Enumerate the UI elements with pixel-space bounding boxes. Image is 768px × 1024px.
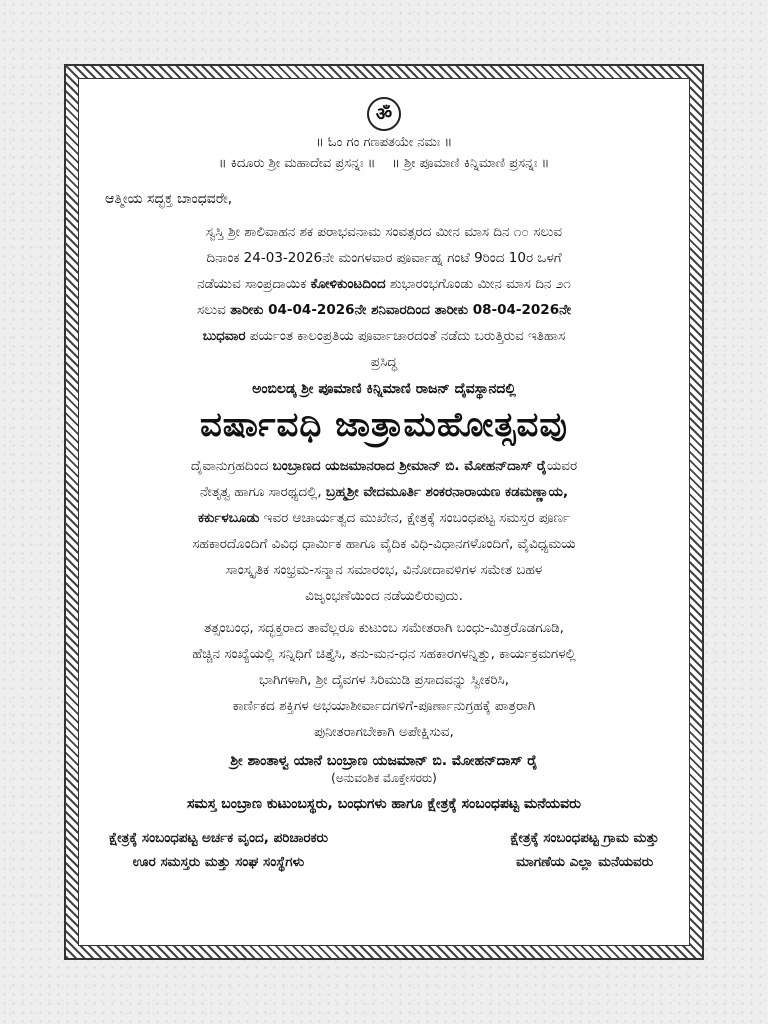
intro-line-1: ಸ್ವಸ್ತಿ ಶ್ರೀ ಶಾಲಿವಾಹನ ಶಕ ಪರಾಭವನಾಮ ಸಂವತ್ಸರದ ಮೀನ ಮಾಸ ದಿನ ೧೦ ಸಲುವ <box>205 224 563 240</box>
end-day: ಬುಧವಾರ <box>202 328 246 344</box>
closing-right-line-2: ಮಾಗಣೆಯ ಎಲ್ಲಾ ಮನೆಯವರು <box>516 854 654 870</box>
temple-name: ಅಂಬಿಲಡ್ಕ ಶ್ರೀ ಪೂಮಾಣಿ ಕಿನ್ನಿಮಾಣಿ ರಾಜನ್ ದೈವಸ್ಥಾನದಲ್ಲಿ <box>252 381 516 397</box>
salutation: ಆತ್ಮೀಯ ಸದ್ಭಕ್ತ ಬಾಂಧವರೇ, <box>105 191 233 207</box>
presenter-name: ಶ್ರೀ ಶಾಂತಾಳ್ವ ಯಾನೆ ಬಂಬ್ರಾಣ ಯಜಮಾನ್ ಬಿ. ಮೋಹನ್‌ದಾಸ್ ರೈ <box>230 753 538 769</box>
closing-columns <box>101 826 667 874</box>
intro-line-3a: ನಡೆಯುವ ಸಾಂಪ್ರದಾಯಿಕ <box>197 276 311 292</box>
om-symbol-icon: ॐ <box>367 97 401 131</box>
closing-left-line-1: ಕ್ಷೇತ್ರಕ್ಕೆ ಸಂಬಂಧಪಟ್ಟ ಅರ್ಚಕ ವೃಂದ, ಪರಿಚಾರಕರು <box>109 830 328 846</box>
yajamana-name: ಬಂಬ್ರಾಣದ ಯಜಮಾನರಾದ ಶ್ರೀಮಾನ್ ಬಿ. ಮೋಹನ್‌ದಾಸ್ ರೈ <box>272 458 547 474</box>
invocation-mahadeva: ॥ ಕಿದೂರು ಶ್ರೀ ಮಹಾದೇವ ಪ್ರಸನ್ನಃ ॥ <box>218 156 376 171</box>
intro-line-4a: ಸಲುವ <box>196 302 231 318</box>
invocation-ganapathi: ॥ ಓಂ ಗಂ ಗಣಪತಯೇ ನಮಃ ॥ <box>315 135 453 150</box>
festival-dates: ತಾರೀಕು 04-04-2026ನೇ ಶನಿವಾರದಿಂದ ತಾರೀಕು 08-04-2026ನೇ <box>230 302 572 318</box>
body-line-4: ಸಹಕಾರದೊಂದಿಗೆ ವಿವಿಧ ಧಾರ್ಮಿಕ ಹಾಗೂ ವೈದಿಕ ವಿಧಿ-ವಿಧಾನಗಳೊಂದಿಗೆ, ವೈವಿಧ್ಯಮಯ <box>192 536 576 552</box>
appeal-line-1: ತತ್ಸಂಬಂಧ, ಸದ್ಭಕ್ತರಾದ ತಾವೆಲ್ಲರೂ ಕುಟುಂಬ ಸಮೇತರಾಗಿ ಬಂಧು-ಮಿತ್ರರೊಡಗೂಡಿ, <box>204 620 564 636</box>
festival-title: ವರ್ಷಾವಧಿ ಜಾತ್ರಾಮಹೋತ್ಸವವು <box>199 405 569 445</box>
appeal-paragraph <box>101 615 667 745</box>
body-line-2a: ನೇತೃತ್ವ ಹಾಗೂ ಸಾರಥ್ಯದಲ್ಲಿ, <box>199 484 326 500</box>
community-line: ಸಮಸ್ತ ಬಂಬ್ರಾಣ ಕುಟುಂಬಸ್ಥರು, ಬಂಧುಗಳು ಹಾಗೂ ಕ್ಷೇತ್ರಕ್ಕೆ ಸಂಬಂಧಪಟ್ಟ ಮನೆಯವರು <box>186 796 581 812</box>
closing-right-line-1: ಕ್ಷೇತ್ರಕ್ಕೆ ಸಂಬಂಧಪಟ್ಟ ಗ್ರಾಮ ಮತ್ತು <box>510 830 659 846</box>
closing-left <box>109 826 328 874</box>
invitation-card <box>78 78 690 946</box>
body-line-3b: ಇವರ ಆಚಾರ್ಯತ್ವದ ಮುಖೇನ, ಕ್ಷೇತ್ರಕ್ಕೆ ಸಂಬಂಧಪಟ್ಟ ಸಮಸ್ತರ ಪೂರ್ಣ <box>259 510 571 526</box>
appeal-line-5: ಪುನೀತರಾಗಬೇಕಾಗಿ ಅಪೇಕ್ಷಿಸುವ, <box>314 724 454 740</box>
intro-line-3c: ಶುಭಾರಂಭಗೊಂಡು ಮೀನ ಮಾಸ ದಿನ ೨೧ <box>385 276 571 292</box>
appeal-line-4: ಕಾರ್ಣಿಕದ ಶಕ್ತಿಗಳ ಅಭಯಾಶೀರ್ವಾದಗಳಿಗೆ-ಪೂರ್ಣಾನುಗ್ರಹಕ್ಕೆ ಪಾತ್ರರಾಗಿ <box>232 698 536 714</box>
presenter-note: (ಅನುವಂಶಿಕ ಮೊಕ್ತೇಸರರು) <box>331 771 437 785</box>
invocation-poomani: ॥ ಶ್ರೀ ಪೂಮಾಣಿ ಕಿನ್ನಿಮಾಣಿ ಪ್ರಸನ್ನಃ ॥ <box>391 156 550 171</box>
kolikunta-text: ಕೋಳಿಕುಂಟದಿಂದ <box>310 276 386 292</box>
decorative-border <box>64 64 704 960</box>
invocation-deities <box>101 156 667 171</box>
body-line-1a: ದೈವಾನುಗ್ರಹದಿಂದ <box>190 458 273 474</box>
appeal-line-3: ಭಾಗಿಗಳಾಗಿ, ಶ್ರೀ ದೈವಗಳ ಸಿರಿಮುಡಿ ಪ್ರಸಾದವನ್ನು ಸ್ವೀಕರಿಸಿ, <box>258 672 509 688</box>
intro-line-6: ಪ್ರಸಿದ್ಧ <box>370 354 398 370</box>
closing-right <box>510 826 659 874</box>
body-line-5: ಸಾಂಸ್ಕೃತಿಕ ಸಂಭ್ರಮ-ಸನ್ಮಾನ ಸಮಾರಂಭ, ವಿನೋದಾವಳಿಗಳ ಸಮೇತ ಬಹಳ <box>225 562 543 578</box>
intro-paragraph <box>101 219 667 375</box>
intro-line-2: ದಿನಾಂಕ 24-03-2026ನೇ ಮಂಗಳವಾರ ಪೂರ್ವಾಹ್ನ ಗಂಟೆ 9ರಿಂದ 10ರ ಒಳಗೆ <box>206 250 562 266</box>
priest-place: ಕರ್ಕುಳಬೂಡು <box>197 510 260 526</box>
closing-left-line-2: ಊರ ಸಮಸ್ತರು ಮತ್ತು ಸಂಘ ಸಂಸ್ಥೆಗಳು <box>132 854 305 870</box>
priest-name: ಬ್ರಹ್ಮಶ್ರೀ ವೇದಮೂರ್ತಿ ಶಂಕರನಾರಾಯಣ ಕಡಮಣ್ಣಾಯ, <box>325 484 569 500</box>
appeal-line-2: ಹೆಚ್ಚಿನ ಸಂಖ್ಯೆಯಲ್ಲಿ ಸನ್ನಿಧಿಗೆ ಚಿತ್ತೈಸಿ, ತನು-ಮನ-ಧನ ಸಹಕಾರಗಳನ್ನಿತ್ತು, ಕಾರ್ಯಕ್ರಮಗಳಲ್ಲಿ <box>192 646 576 662</box>
intro-line-5b: ಪರ್ಯಂತ ಕಾಲಂಪ್ರತಿಯ ಪೂರ್ವಾಚಾರದಂತೆ ನಡೆದು ಬರುತ್ತಿರುವ ಇತಿಹಾಸ <box>245 328 566 344</box>
body-paragraph <box>101 453 667 609</box>
body-line-1c: ಯವರ <box>546 458 578 474</box>
body-line-6: ವಿಜೃಂಭಣೆಯಿಂದ ನಡೆಯಲಿರುವುದು. <box>305 588 463 604</box>
